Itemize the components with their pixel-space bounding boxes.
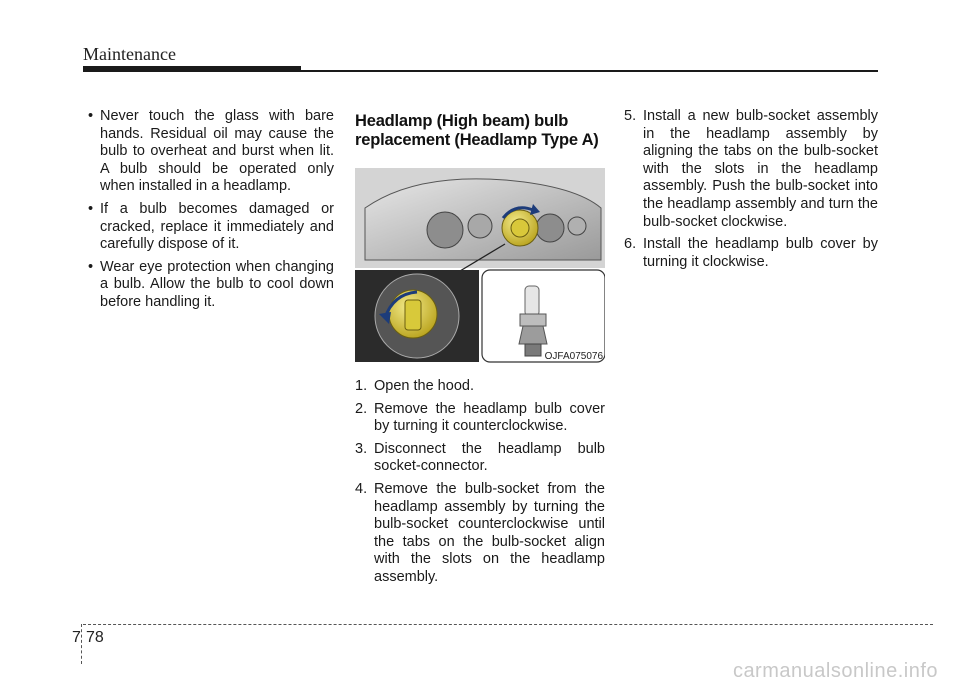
footer-rule [83, 624, 933, 625]
step-item [624, 236, 878, 271]
section-heading: Headlamp (High beam) bulb replacement (Headlamp Type A) [355, 112, 599, 149]
header-rule-thin [301, 70, 878, 72]
step-text: Install the headlamp bulb cover by turning it clockwise. [643, 236, 878, 270]
right-column [624, 108, 878, 276]
step-number: 2. [355, 400, 368, 417]
step-text: Remove the bulb-socket from the headlamp assembly by turning the bulb-socket counterclockwise until the tabs on the bulb-socket align with the slots on the headlamp assembly. [374, 480, 605, 585]
precaution-list [86, 108, 334, 312]
figure-code: OJFA075076 [544, 351, 603, 363]
header-rule-thick [83, 66, 301, 72]
step-number: 3. [355, 440, 368, 457]
middle-column [355, 112, 605, 592]
watermark: carmanualsonline.info [732, 660, 938, 682]
precaution-text: If a bulb becomes damaged or cracked, replace it immediately and carefully dispose of it. [100, 200, 334, 253]
steps-list-continued [624, 108, 878, 271]
page-number: 78 [86, 629, 104, 646]
step-text: Install a new bulb-socket assembly in the headlamp assembly by aligning the tabs on the bulb-socket with the slots in the headlamp assembly. Push the bulb-socket into the headlamp assembly and turn the bulb-socket clockwise. [643, 108, 878, 230]
step-text: Remove the headlamp bulb cover by turning it counterclockwise. [374, 400, 605, 435]
headlamp-figure [355, 168, 605, 366]
step-item [355, 378, 605, 396]
precaution-item [86, 108, 334, 196]
precaution-text: Wear eye protection when changing a bulb. Allow the bulb to cool down before handling it. [100, 258, 334, 310]
step-number: 5. [624, 108, 637, 124]
step-item [624, 108, 878, 231]
chapter-number: 7 [72, 629, 81, 646]
step-number: 6. [624, 236, 637, 253]
left-column [86, 108, 334, 317]
bullet-marker: • [88, 108, 94, 124]
footer-divider [81, 624, 82, 664]
steps-list [355, 378, 605, 587]
precaution-item [86, 259, 334, 312]
step-item [355, 481, 605, 587]
precaution-item [86, 201, 334, 254]
step-item [355, 441, 605, 476]
bullet-marker: • [88, 200, 94, 217]
page-header-title: Maintenance [83, 44, 176, 64]
precaution-text: Never touch the glass with bare hands. Residual oil may cause the bulb to overheat and burst when lit. A bulb should be operated only when installed in a headlamp. [100, 108, 334, 195]
headlamp-illustration [355, 168, 605, 366]
step-item [355, 401, 605, 436]
step-number: 1. [355, 378, 368, 394]
bullet-marker: • [88, 258, 94, 275]
step-number: 4. [355, 480, 368, 497]
step-text: Open the hood. [374, 378, 474, 394]
step-text: Disconnect the headlamp bulb socket-connector. [374, 440, 605, 475]
